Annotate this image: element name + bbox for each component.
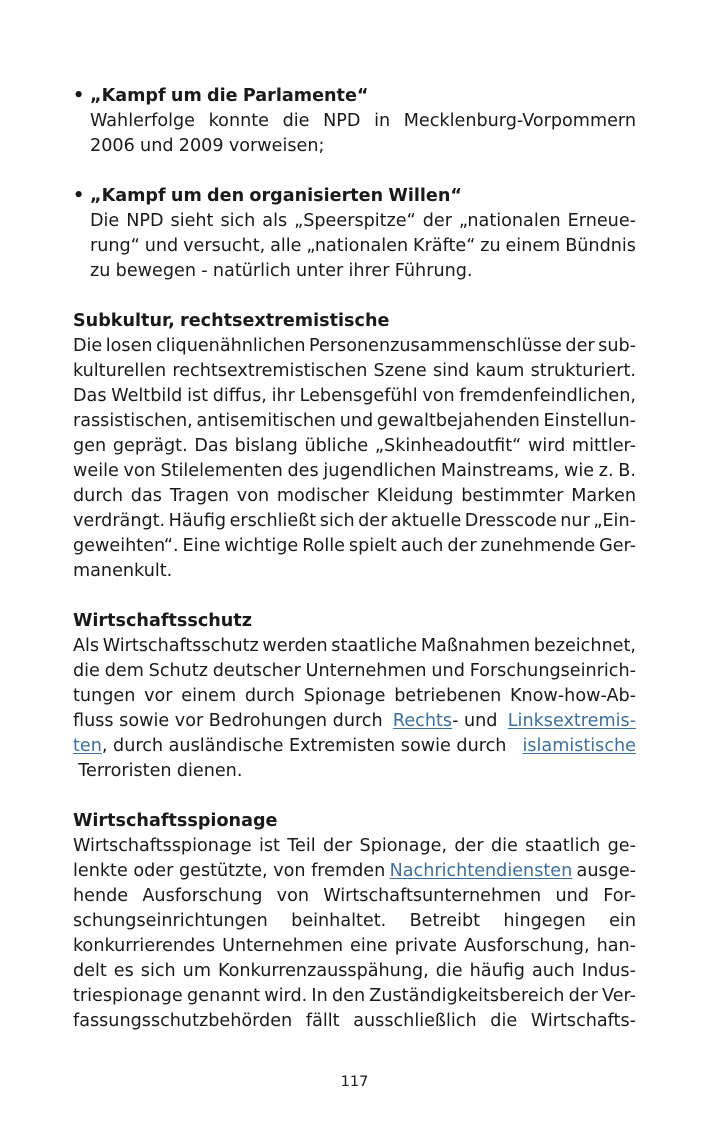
paragraph-line bbox=[73, 659, 636, 684]
word: Wirtschafts- bbox=[530, 1011, 636, 1031]
word: Einstellun- bbox=[543, 411, 636, 431]
word: antisemitischen bbox=[196, 411, 336, 431]
paragraph-line bbox=[73, 459, 636, 484]
word: „Kampf bbox=[90, 86, 166, 106]
word: rung“ bbox=[90, 236, 140, 256]
word: „nationalen bbox=[458, 211, 561, 231]
paragraph-line bbox=[73, 984, 636, 1009]
paragraph-line bbox=[73, 709, 636, 734]
word: Schutz bbox=[148, 661, 208, 681]
link-islamistische-terroristen[interactable]: islamistische bbox=[522, 736, 636, 756]
bullet-title bbox=[90, 184, 636, 209]
text-run: - und bbox=[452, 711, 498, 731]
paragraph-line bbox=[73, 959, 636, 984]
text-run-group bbox=[73, 734, 506, 759]
word: ausschließlich bbox=[353, 1011, 477, 1031]
text-run: , durch ausländische Extremisten sowie durch bbox=[101, 736, 507, 756]
word: die bbox=[490, 1011, 518, 1031]
word: Mainstreams, bbox=[440, 461, 560, 481]
word: sich bbox=[140, 961, 176, 981]
word: Know-how-Ab- bbox=[509, 686, 636, 706]
word: sich bbox=[220, 211, 256, 231]
word: ein bbox=[609, 911, 636, 931]
bullet-line bbox=[90, 109, 636, 134]
word: staatliche bbox=[331, 636, 418, 656]
word: mittler- bbox=[572, 436, 636, 456]
word: sieht bbox=[170, 211, 214, 231]
paragraph-line bbox=[73, 384, 636, 409]
word: modischer bbox=[276, 486, 369, 506]
word: und bbox=[140, 136, 174, 156]
word: dem bbox=[104, 661, 144, 681]
word: „Ein- bbox=[593, 511, 636, 531]
word: Wirtschaftsschutz bbox=[102, 636, 259, 656]
word: Szene bbox=[373, 361, 427, 381]
text-run-group bbox=[393, 709, 498, 734]
text-run: lenkte oder gestützte, von fremden bbox=[73, 861, 386, 881]
word: gen bbox=[73, 436, 107, 456]
word: der bbox=[454, 836, 484, 856]
word: versucht, bbox=[183, 236, 266, 256]
word: diffus, bbox=[212, 386, 267, 406]
word: rechtsextremistischen bbox=[172, 361, 368, 381]
bullet-line bbox=[90, 259, 636, 284]
word: und bbox=[555, 886, 589, 906]
word: ge- bbox=[607, 836, 636, 856]
bullet-title bbox=[90, 84, 636, 109]
paragraph-line bbox=[73, 1009, 636, 1034]
word: „Kampf bbox=[90, 186, 166, 206]
word: Terroristen bbox=[78, 761, 172, 781]
word: auch bbox=[400, 536, 444, 556]
word: Die bbox=[90, 211, 120, 231]
word: sind bbox=[432, 361, 470, 381]
word: Das bbox=[73, 386, 107, 406]
word: NPD bbox=[126, 211, 164, 231]
word: bestimmter bbox=[461, 486, 564, 506]
word: „Skinheadoutfit“ bbox=[374, 436, 522, 456]
link-nachrichtendiensten[interactable]: Nachrichtendiensten bbox=[389, 861, 573, 881]
bullet-line bbox=[90, 134, 636, 159]
word: und bbox=[339, 411, 374, 431]
word: Bündnis bbox=[565, 236, 636, 256]
word: von bbox=[123, 461, 156, 481]
word: Wirtschaftsspionage bbox=[73, 836, 252, 856]
word: um bbox=[182, 961, 211, 981]
word: häufig bbox=[469, 961, 525, 981]
word: Willen“ bbox=[388, 186, 462, 206]
word: übliche bbox=[304, 436, 369, 456]
word: manenkult. bbox=[73, 561, 173, 581]
section-wirtschaftsschutz bbox=[73, 609, 636, 784]
word: gewaltbejahenden bbox=[376, 411, 540, 431]
word: der bbox=[422, 211, 452, 231]
word: Marken bbox=[571, 486, 636, 506]
word: Indus- bbox=[581, 961, 636, 981]
word: triespionage bbox=[73, 986, 183, 1006]
word: wird. bbox=[264, 986, 308, 1006]
word: Ausforschung bbox=[142, 886, 263, 906]
link-rechts[interactable]: Rechts bbox=[392, 711, 453, 731]
word: das bbox=[130, 486, 162, 506]
bullet-item-willen bbox=[73, 184, 636, 284]
paragraph-line bbox=[73, 409, 636, 434]
text-run: ausge- bbox=[576, 861, 636, 881]
paragraph-line bbox=[73, 359, 636, 384]
paragraph-line bbox=[73, 734, 636, 759]
word: durch bbox=[73, 486, 123, 506]
word: hende bbox=[73, 886, 129, 906]
section-heading bbox=[73, 309, 636, 334]
word: Forschungseinrich- bbox=[469, 661, 636, 681]
word: Stilelementen bbox=[160, 461, 283, 481]
word: Wirtschaftsspionage bbox=[73, 811, 278, 831]
word: vorweisen; bbox=[228, 136, 325, 156]
word: bislang bbox=[234, 436, 298, 456]
word: cliquenähnlichen bbox=[156, 336, 306, 356]
word: Als bbox=[73, 636, 100, 656]
link-linksextremisten[interactable]: Linksextremis- bbox=[507, 711, 636, 731]
word: werden bbox=[262, 636, 328, 656]
word: Rolle bbox=[302, 536, 345, 556]
word: Ausforschung, bbox=[463, 936, 590, 956]
word: 2009 bbox=[178, 136, 224, 156]
text-run: fluss sowie vor Bedrohungen durch bbox=[73, 711, 383, 731]
word: dienen. bbox=[176, 761, 243, 781]
word: strukturiert. bbox=[530, 361, 636, 381]
paragraph-line bbox=[73, 634, 636, 659]
word: Ver- bbox=[602, 986, 636, 1006]
word: zu bbox=[90, 261, 111, 281]
word: Konkurrenzausspähung, bbox=[217, 961, 429, 981]
word: Mecklenburg-Vorpommern bbox=[403, 111, 636, 131]
bullet-line bbox=[90, 209, 636, 234]
paragraph-line bbox=[73, 909, 636, 934]
word: und bbox=[144, 236, 179, 256]
link-linksextremisten-cont[interactable]: ten bbox=[73, 736, 102, 756]
word: der bbox=[568, 986, 598, 1006]
word: Personenzusammenschlüsse bbox=[309, 336, 562, 356]
word: auch bbox=[531, 961, 575, 981]
paragraph-line bbox=[73, 934, 636, 959]
word: sub- bbox=[598, 336, 636, 356]
paragraph-line bbox=[73, 509, 636, 534]
word: die bbox=[282, 111, 310, 131]
word: bewegen bbox=[115, 261, 197, 281]
word: um bbox=[170, 186, 202, 206]
word: ihrer bbox=[348, 261, 390, 281]
section-heading bbox=[73, 609, 636, 634]
word: es bbox=[113, 961, 134, 981]
word: Wahlerfolge bbox=[90, 111, 195, 131]
paragraph-line bbox=[73, 684, 636, 709]
word: kulturellen bbox=[73, 361, 167, 381]
word: tungen bbox=[73, 686, 136, 706]
word: der bbox=[322, 836, 353, 856]
word: Unternehmen bbox=[222, 936, 344, 956]
word: eine bbox=[350, 936, 388, 956]
word: schungseinrichtungen bbox=[73, 911, 268, 931]
word: „Speerspitze“ bbox=[294, 211, 416, 231]
word: aktuelle bbox=[390, 511, 462, 531]
word: Kleidung bbox=[376, 486, 454, 506]
word: Dresscode bbox=[464, 511, 557, 531]
word: der bbox=[358, 511, 388, 531]
section-heading bbox=[73, 809, 636, 834]
word: Wirtschaftsschutz bbox=[73, 611, 252, 631]
word: private bbox=[394, 936, 457, 956]
word: 2006 bbox=[90, 136, 135, 156]
word: sich bbox=[319, 511, 355, 531]
word: ist bbox=[259, 836, 280, 856]
word: hingegen bbox=[503, 911, 586, 931]
word: Zuständigkeitsbereich bbox=[369, 986, 565, 1006]
word: Teil bbox=[287, 836, 316, 856]
page-number: 117 bbox=[340, 1074, 369, 1090]
word: Subkultur, bbox=[73, 311, 175, 331]
word: z. bbox=[598, 461, 614, 481]
paragraph-line bbox=[73, 834, 636, 859]
word: fällt bbox=[305, 1011, 340, 1031]
word: betriebenen bbox=[394, 686, 502, 706]
bullet-item-parlamente bbox=[73, 84, 636, 159]
word: Wirtschaftsunternehmen bbox=[323, 886, 542, 906]
word: geprägt. bbox=[112, 436, 188, 456]
word: in bbox=[374, 111, 391, 131]
word: B. bbox=[618, 461, 636, 481]
paragraph-line bbox=[73, 759, 636, 784]
word: die bbox=[435, 961, 463, 981]
word: die bbox=[73, 661, 100, 681]
word: staatlich bbox=[525, 836, 601, 856]
word: der bbox=[447, 536, 477, 556]
word: und bbox=[431, 661, 465, 681]
word: natürlich bbox=[212, 261, 291, 281]
word: der bbox=[565, 336, 595, 356]
paragraph-line bbox=[73, 559, 636, 584]
word: spielt bbox=[348, 536, 397, 556]
word: han- bbox=[596, 936, 636, 956]
word: Weltbild bbox=[111, 386, 183, 406]
word: Spionage bbox=[303, 686, 386, 706]
word: Tragen bbox=[169, 486, 230, 506]
word: nur bbox=[560, 511, 590, 531]
word: beinhaltet. bbox=[291, 911, 387, 931]
word: als bbox=[262, 211, 288, 231]
word: wird bbox=[527, 436, 566, 456]
word: Eine bbox=[182, 536, 221, 556]
word: organisierten bbox=[249, 186, 384, 206]
paragraph-line bbox=[73, 859, 636, 884]
word: von bbox=[236, 486, 270, 506]
word: die bbox=[207, 86, 238, 106]
word: von bbox=[422, 386, 455, 406]
word: weile bbox=[73, 461, 119, 481]
word: Erneue- bbox=[567, 211, 636, 231]
word: Lebensgefühl bbox=[299, 386, 418, 406]
paragraph-line bbox=[73, 434, 636, 459]
word: zu bbox=[480, 236, 501, 256]
word: delt bbox=[73, 961, 107, 981]
word: zunehmende bbox=[480, 536, 596, 556]
section-wirtschaftsspionage bbox=[73, 809, 636, 1034]
word: rechtsextremistische bbox=[180, 311, 390, 331]
word: die bbox=[490, 836, 518, 856]
word: In bbox=[311, 986, 328, 1006]
word: wichtige bbox=[224, 536, 299, 556]
word: Ger- bbox=[599, 536, 636, 556]
section-subkultur bbox=[73, 309, 636, 584]
word: fremdenfeindlichen, bbox=[459, 386, 636, 406]
paragraph-line bbox=[73, 534, 636, 559]
word: bezeichnet, bbox=[533, 636, 636, 656]
bullet-dot-icon: • bbox=[73, 86, 85, 106]
word: von bbox=[276, 886, 309, 906]
document-page bbox=[73, 84, 636, 1034]
word: geweihten“. bbox=[73, 536, 179, 556]
word: den bbox=[331, 986, 366, 1006]
word: verdrängt. bbox=[73, 511, 166, 531]
word: Spionage, bbox=[359, 836, 448, 856]
word: For- bbox=[603, 886, 636, 906]
word: alle bbox=[270, 236, 302, 256]
word: jugendlichen bbox=[323, 461, 437, 481]
word: konkurrierendes bbox=[73, 936, 216, 956]
word: kaum bbox=[475, 361, 525, 381]
word: - bbox=[201, 261, 208, 281]
word: Führung. bbox=[394, 261, 473, 281]
word: genannt bbox=[186, 986, 261, 1006]
word: Das bbox=[194, 436, 228, 456]
word: erschließt bbox=[229, 511, 317, 531]
word: unter bbox=[296, 261, 344, 281]
word: um bbox=[170, 86, 202, 106]
word: rassistischen, bbox=[73, 411, 193, 431]
word: einem bbox=[505, 236, 561, 256]
word: des bbox=[287, 461, 319, 481]
word: fassungsschutzbehörden bbox=[73, 1011, 293, 1031]
word: „nationalen bbox=[306, 236, 409, 256]
word: NPD bbox=[323, 111, 361, 131]
word: Maßnahmen bbox=[420, 636, 531, 656]
word: Parlamente“ bbox=[242, 86, 369, 106]
word: einem bbox=[181, 686, 237, 706]
word: Betreibt bbox=[409, 911, 481, 931]
word: Unternehmen bbox=[305, 661, 427, 681]
word: ihr bbox=[271, 386, 295, 406]
word: Häufig bbox=[168, 511, 227, 531]
word: Kräfte“ bbox=[413, 236, 476, 256]
paragraph-line bbox=[73, 334, 636, 359]
word: konnte bbox=[208, 111, 269, 131]
word: durch bbox=[244, 686, 295, 706]
bullet-dot-icon: • bbox=[73, 186, 85, 206]
bullet-line bbox=[90, 234, 636, 259]
word: deutscher bbox=[212, 661, 301, 681]
word: Die bbox=[73, 336, 103, 356]
word: wie bbox=[564, 461, 595, 481]
word: den bbox=[207, 186, 245, 206]
word: losen bbox=[105, 336, 153, 356]
paragraph-line bbox=[73, 484, 636, 509]
word: ist bbox=[187, 386, 209, 406]
word: vor bbox=[144, 686, 173, 706]
paragraph-line bbox=[73, 884, 636, 909]
